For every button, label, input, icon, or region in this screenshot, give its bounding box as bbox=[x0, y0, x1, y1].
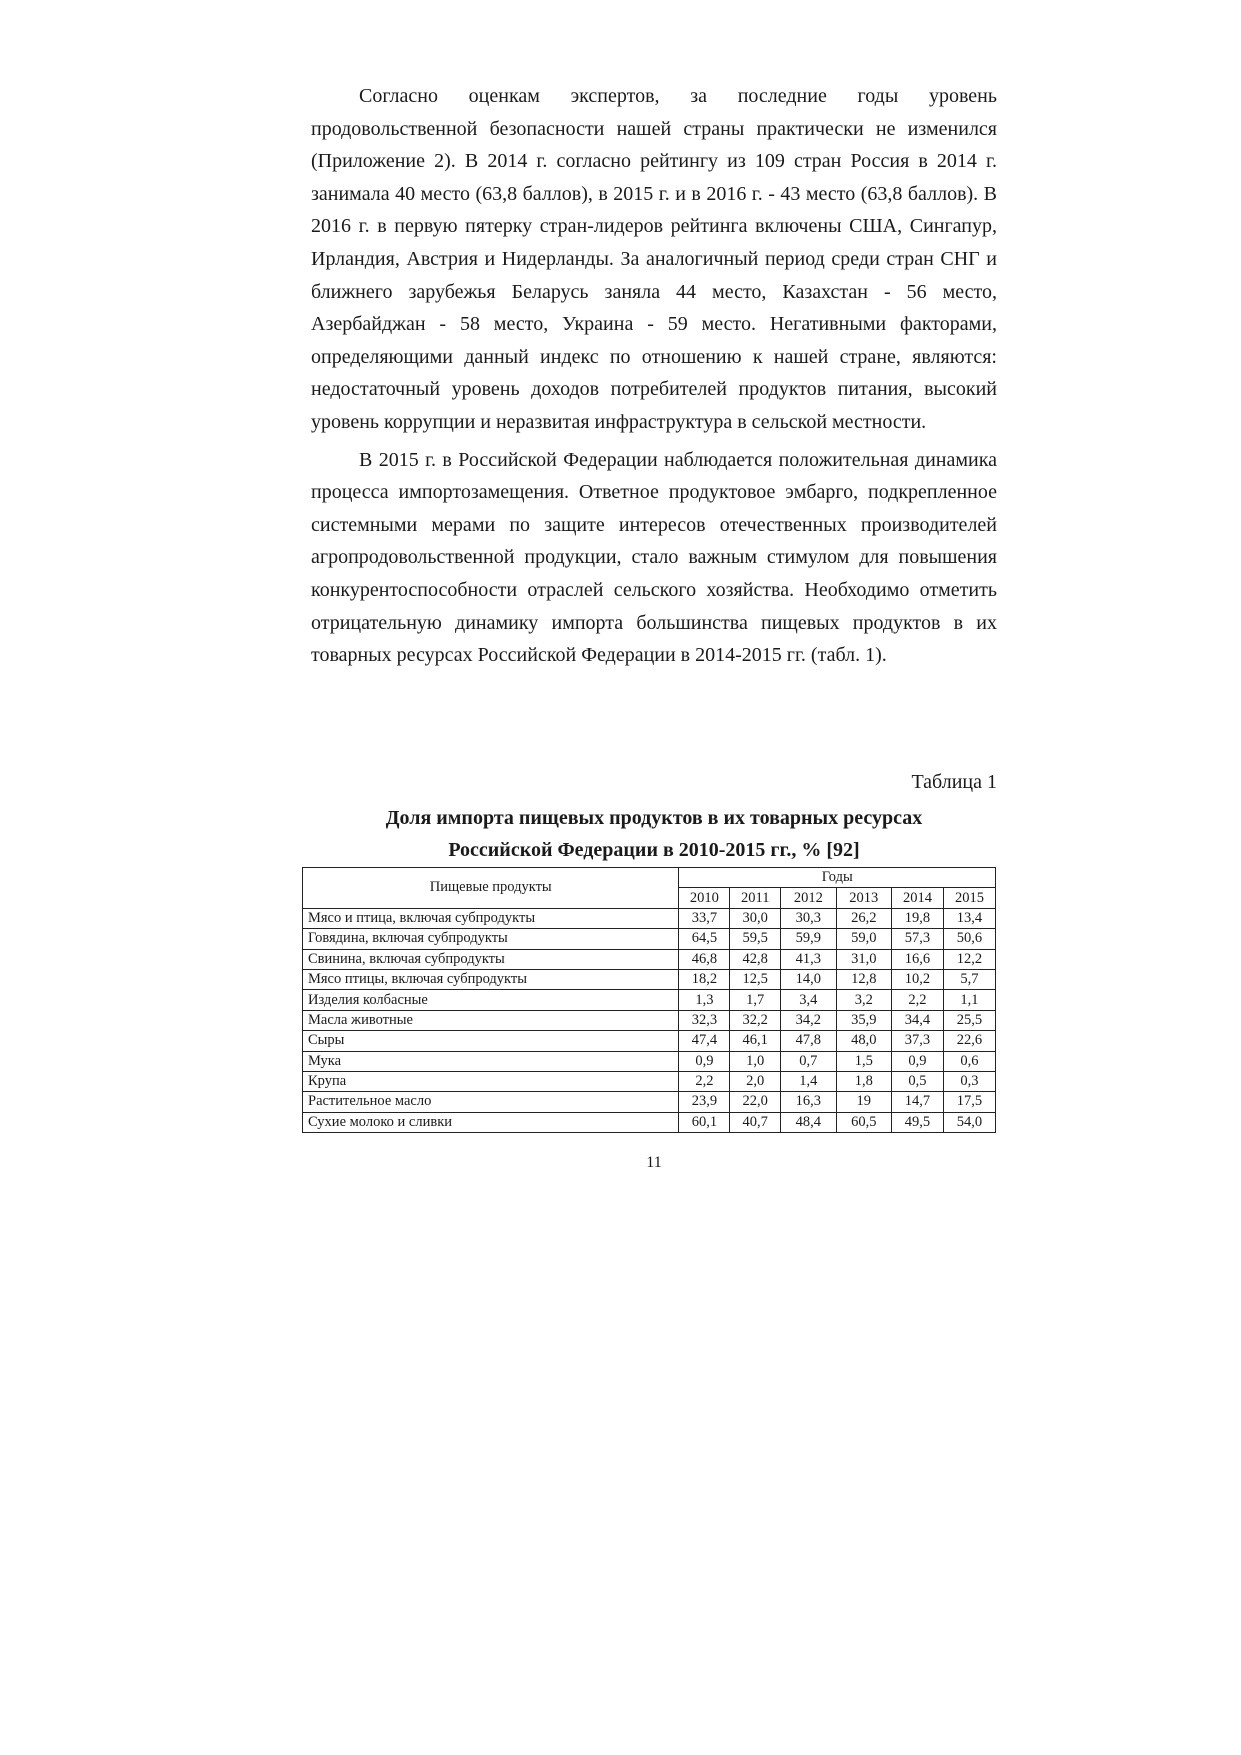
value-cell: 46,8 bbox=[679, 949, 730, 969]
value-cell: 59,5 bbox=[730, 929, 781, 949]
table-header-row bbox=[303, 868, 996, 888]
table-row bbox=[303, 1031, 996, 1051]
column-header-year: 2015 bbox=[943, 888, 995, 908]
table-row bbox=[303, 1092, 996, 1112]
value-cell: 13,4 bbox=[943, 908, 995, 928]
import-share-table bbox=[302, 867, 996, 1133]
value-cell: 32,3 bbox=[679, 1010, 730, 1030]
value-cell: 2,0 bbox=[730, 1071, 781, 1091]
product-name-cell: Мясо и птица, включая субпродукты bbox=[303, 908, 679, 928]
value-cell: 14,0 bbox=[781, 969, 836, 989]
product-name-cell: Свинина, включая субпродукты bbox=[303, 949, 679, 969]
table-body bbox=[303, 908, 996, 1132]
body-text bbox=[311, 80, 997, 672]
value-cell: 10,2 bbox=[891, 969, 943, 989]
value-cell: 37,3 bbox=[891, 1031, 943, 1051]
value-cell: 33,7 bbox=[679, 908, 730, 928]
table-title-line-2: Российской Федерации в 2010-2015 гг., % [92] bbox=[448, 839, 860, 861]
column-header-years: Годы bbox=[679, 868, 996, 888]
value-cell: 22,0 bbox=[730, 1092, 781, 1112]
value-cell: 30,0 bbox=[730, 908, 781, 928]
value-cell: 0,5 bbox=[891, 1071, 943, 1091]
value-cell: 1,1 bbox=[943, 990, 995, 1010]
value-cell: 12,8 bbox=[836, 969, 891, 989]
value-cell: 60,1 bbox=[679, 1112, 730, 1132]
value-cell: 2,2 bbox=[891, 990, 943, 1010]
value-cell: 0,6 bbox=[943, 1051, 995, 1071]
value-cell: 3,4 bbox=[781, 990, 836, 1010]
value-cell: 30,3 bbox=[781, 908, 836, 928]
value-cell: 48,4 bbox=[781, 1112, 836, 1132]
value-cell: 26,2 bbox=[836, 908, 891, 928]
value-cell: 46,1 bbox=[730, 1031, 781, 1051]
value-cell: 48,0 bbox=[836, 1031, 891, 1051]
page-number: 11 bbox=[646, 1154, 662, 1171]
table-row bbox=[303, 1010, 996, 1030]
value-cell: 50,6 bbox=[943, 929, 995, 949]
value-cell: 16,6 bbox=[891, 949, 943, 969]
product-name-cell: Крупа bbox=[303, 1071, 679, 1091]
value-cell: 23,9 bbox=[679, 1092, 730, 1112]
value-cell: 1,7 bbox=[730, 990, 781, 1010]
column-header-year: 2013 bbox=[836, 888, 891, 908]
table-label: Таблица 1 bbox=[911, 771, 997, 793]
value-cell: 47,4 bbox=[679, 1031, 730, 1051]
value-cell: 34,2 bbox=[781, 1010, 836, 1030]
value-cell: 59,0 bbox=[836, 929, 891, 949]
value-cell: 5,7 bbox=[943, 969, 995, 989]
value-cell: 1,5 bbox=[836, 1051, 891, 1071]
value-cell: 2,2 bbox=[679, 1071, 730, 1091]
value-cell: 57,3 bbox=[891, 929, 943, 949]
value-cell: 34,4 bbox=[891, 1010, 943, 1030]
value-cell: 0,3 bbox=[943, 1071, 995, 1091]
value-cell: 1,8 bbox=[836, 1071, 891, 1091]
column-header-year: 2010 bbox=[679, 888, 730, 908]
value-cell: 60,5 bbox=[836, 1112, 891, 1132]
value-cell: 32,2 bbox=[730, 1010, 781, 1030]
value-cell: 19,8 bbox=[891, 908, 943, 928]
value-cell: 31,0 bbox=[836, 949, 891, 969]
paragraph-import-substitution: В 2015 г. в Российской Федерации наблюдается положительная динамика процесса импортозамещения. Ответное продуктовое эмбарго, подкрепленное системными мерами по защите интересов отечественных производителей агропродовольственной продукции, стало важным стимулом для повышения конкурентоспособности отраслей сельского хозяйства. Необходимо отметить отрицательную динамику импорта большинства пищевых продуктов в их товарных ресурсах Российской Федерации в 2014-2015 гг. (табл. 1). bbox=[311, 448, 997, 667]
column-header-year: 2014 bbox=[891, 888, 943, 908]
value-cell: 19 bbox=[836, 1092, 891, 1112]
product-name-cell: Мука bbox=[303, 1051, 679, 1071]
column-header-year: 2011 bbox=[730, 888, 781, 908]
value-cell: 16,3 bbox=[781, 1092, 836, 1112]
product-name-cell: Говядина, включая субпродукты bbox=[303, 929, 679, 949]
value-cell: 18,2 bbox=[679, 969, 730, 989]
column-header-product: Пищевые продукты bbox=[303, 868, 679, 909]
value-cell: 1,0 bbox=[730, 1051, 781, 1071]
value-cell: 22,6 bbox=[943, 1031, 995, 1051]
value-cell: 1,3 bbox=[679, 990, 730, 1010]
value-cell: 59,9 bbox=[781, 929, 836, 949]
value-cell: 0,9 bbox=[891, 1051, 943, 1071]
column-header-year: 2012 bbox=[781, 888, 836, 908]
value-cell: 47,8 bbox=[781, 1031, 836, 1051]
value-cell: 17,5 bbox=[943, 1092, 995, 1112]
table-row bbox=[303, 1051, 996, 1071]
value-cell: 12,5 bbox=[730, 969, 781, 989]
product-name-cell: Масла животные bbox=[303, 1010, 679, 1030]
value-cell: 0,9 bbox=[679, 1051, 730, 1071]
table-row bbox=[303, 1071, 996, 1091]
table-row bbox=[303, 990, 996, 1010]
value-cell: 42,8 bbox=[730, 949, 781, 969]
product-name-cell: Растительное масло bbox=[303, 1092, 679, 1112]
table-title bbox=[311, 802, 997, 866]
value-cell: 40,7 bbox=[730, 1112, 781, 1132]
table-row bbox=[303, 908, 996, 928]
table-row bbox=[303, 949, 996, 969]
table-row bbox=[303, 1112, 996, 1132]
product-name-cell: Сыры bbox=[303, 1031, 679, 1051]
value-cell: 41,3 bbox=[781, 949, 836, 969]
paragraph-food-security: Согласно оценкам экспертов, за последние годы уровень продовольственной безопасности нашей страны практически не изменился (Приложение 2). В 2014 г. согласно рейтингу из 109 стран Россия в 2014 г. занимала 40 место (63,8 баллов), в 2015 г. и в 2016 г. - 43 место (63,8 баллов). В 2016 г. в первую пятерку стран-лидеров рейтинга включены США, Сингапур, Ирландия, Австрия и Нидерланды. За аналогичный период среди стран СНГ и ближнего зарубежья Беларусь заняла 44 место, Казахстан - 56 место, Азербайджан - 58 место, Украина - 59 место. Негативными факторами, определяющими данный индекс по отношению к нашей стране, являются: недостаточный уровень доходов потребителей продуктов питания, высокий уровень коррупции и неразвитая инфраструктура в сельской местности. bbox=[311, 85, 997, 433]
value-cell: 49,5 bbox=[891, 1112, 943, 1132]
product-name-cell: Сухие молоко и сливки bbox=[303, 1112, 679, 1132]
value-cell: 12,2 bbox=[943, 949, 995, 969]
value-cell: 14,7 bbox=[891, 1092, 943, 1112]
table-title-line-1: Доля импорта пищевых продуктов в их товарных ресурсах bbox=[385, 807, 923, 829]
table-row bbox=[303, 929, 996, 949]
product-name-cell: Мясо птицы, включая субпродукты bbox=[303, 969, 679, 989]
product-name-cell: Изделия колбасные bbox=[303, 990, 679, 1010]
value-cell: 0,7 bbox=[781, 1051, 836, 1071]
table-row bbox=[303, 969, 996, 989]
value-cell: 3,2 bbox=[836, 990, 891, 1010]
value-cell: 54,0 bbox=[943, 1112, 995, 1132]
value-cell: 35,9 bbox=[836, 1010, 891, 1030]
value-cell: 64,5 bbox=[679, 929, 730, 949]
value-cell: 1,4 bbox=[781, 1071, 836, 1091]
value-cell: 25,5 bbox=[943, 1010, 995, 1030]
